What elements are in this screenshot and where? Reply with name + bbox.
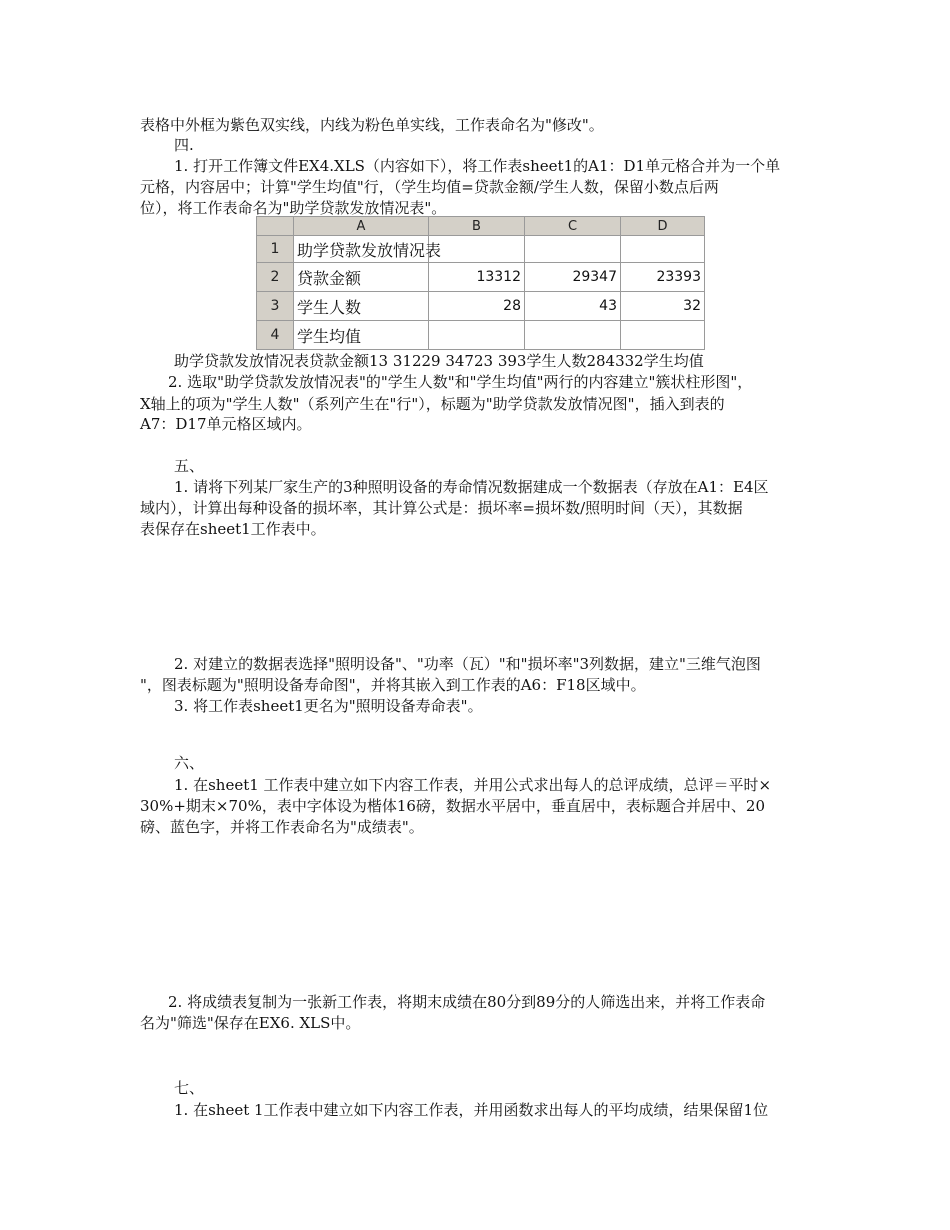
text-line: 1. 打开工作簿文件EX4.XLS（内容如下），将工作表sheet1的A1：D1单元格合并为一个单 — [174, 157, 781, 175]
cell-b1 — [429, 236, 525, 263]
section-heading-7: 七、 — [174, 1079, 205, 1097]
cell-c1 — [525, 236, 621, 263]
text-line: 1. 在sheet 1工作表中建立如下内容工作表，并用函数求出每人的平均成绩，结果保留1位 — [174, 1101, 769, 1119]
text-line: A7：D17单元格区域内。 — [140, 415, 312, 433]
section-heading-4: 四. — [174, 136, 194, 154]
text-line: "，图表标题为"照明设备寿命图"，并将其嵌入到工作表的A6：F18区域中。 — [140, 676, 646, 694]
cell-d1 — [621, 236, 705, 263]
cell-b2: 13312 — [429, 263, 525, 292]
cell-a2: 贷款金额 — [294, 263, 429, 292]
text-line: 助学贷款发放情况表贷款金额13 31229 34723 393学生人数284332学生均值 — [174, 352, 704, 370]
cell-b4 — [429, 321, 525, 350]
text-line: 表保存在sheet1工作表中。 — [140, 520, 326, 538]
text-line: 名为"筛选"保存在EX6. XLS中。 — [140, 1014, 361, 1032]
text-line: 表格中外框为紫色双实线，内线为粉色单实线，工作表命名为"修改"。 — [140, 116, 604, 134]
cell-c4 — [525, 321, 621, 350]
column-header: D — [621, 217, 705, 236]
section-heading-5: 五、 — [174, 457, 205, 475]
cell-d2: 23393 — [621, 263, 705, 292]
text-line: 1. 在sheet1 工作表中建立如下内容工作表，并用公式求出每人的总评成绩，总评＝平时× — [174, 776, 772, 794]
select-all-corner — [257, 217, 294, 236]
cell-a1: 助学贷款发放情况表 — [294, 236, 429, 263]
text-line: 2. 对建立的数据表选择"照明设备"、"功率（瓦）"和"损坏率"3列数据，建立"三维气泡图 — [174, 655, 761, 673]
section-heading-6: 六、 — [174, 754, 205, 772]
row-header: 2 — [257, 263, 294, 292]
text-line: X轴上的项为"学生人数"（系列产生在"行"），标题为"助学贷款发放情况图"，插入到表的 — [140, 395, 725, 413]
row-header: 3 — [257, 292, 294, 321]
column-header: A — [294, 217, 429, 236]
text-line: 3. 将工作表sheet1更名为"照明设备寿命表"。 — [174, 697, 483, 715]
text-line: 2. 将成绩表复制为一张新工作表，将期末成绩在80分到89分的人筛选出来，并将工作表命 — [168, 993, 766, 1011]
column-header: C — [525, 217, 621, 236]
cell-c3: 43 — [525, 292, 621, 321]
cell-b3: 28 — [429, 292, 525, 321]
column-header: B — [429, 217, 525, 236]
text-line: 30%+期末×70%，表中字体设为楷体16磅，数据水平居中，垂直居中，表标题合并居中、20 — [140, 797, 765, 815]
spreadsheet-image — [256, 216, 705, 350]
cell-a4: 学生均值 — [294, 321, 429, 350]
text-line: 位），将工作表命名为"助学贷款发放情况表"。 — [140, 199, 447, 217]
text-line: 1. 请将下列某厂家生产的3种照明设备的寿命情况数据建成一个数据表（存放在A1：E4区 — [174, 478, 769, 496]
row-header: 1 — [257, 236, 294, 263]
cell-c2: 29347 — [525, 263, 621, 292]
cell-d4 — [621, 321, 705, 350]
text-line: 元格，内容居中；计算"学生均值"行，（学生均值=贷款金额/学生人数，保留小数点后两 — [140, 178, 719, 196]
cell-a3: 学生人数 — [294, 292, 429, 321]
cell-d3: 32 — [621, 292, 705, 321]
text-line: 域内），计算出每种设备的损坏率，其计算公式是：损坏率=损坏数/照明时间（天），其数据 — [140, 499, 743, 517]
row-header: 4 — [257, 321, 294, 350]
text-line: 2. 选取"助学贷款发放情况表"的"学生人数"和"学生均值"两行的内容建立"簇状柱形图"， — [168, 373, 753, 391]
text-line: 磅、蓝色字，并将工作表命名为"成绩表"。 — [140, 818, 424, 836]
